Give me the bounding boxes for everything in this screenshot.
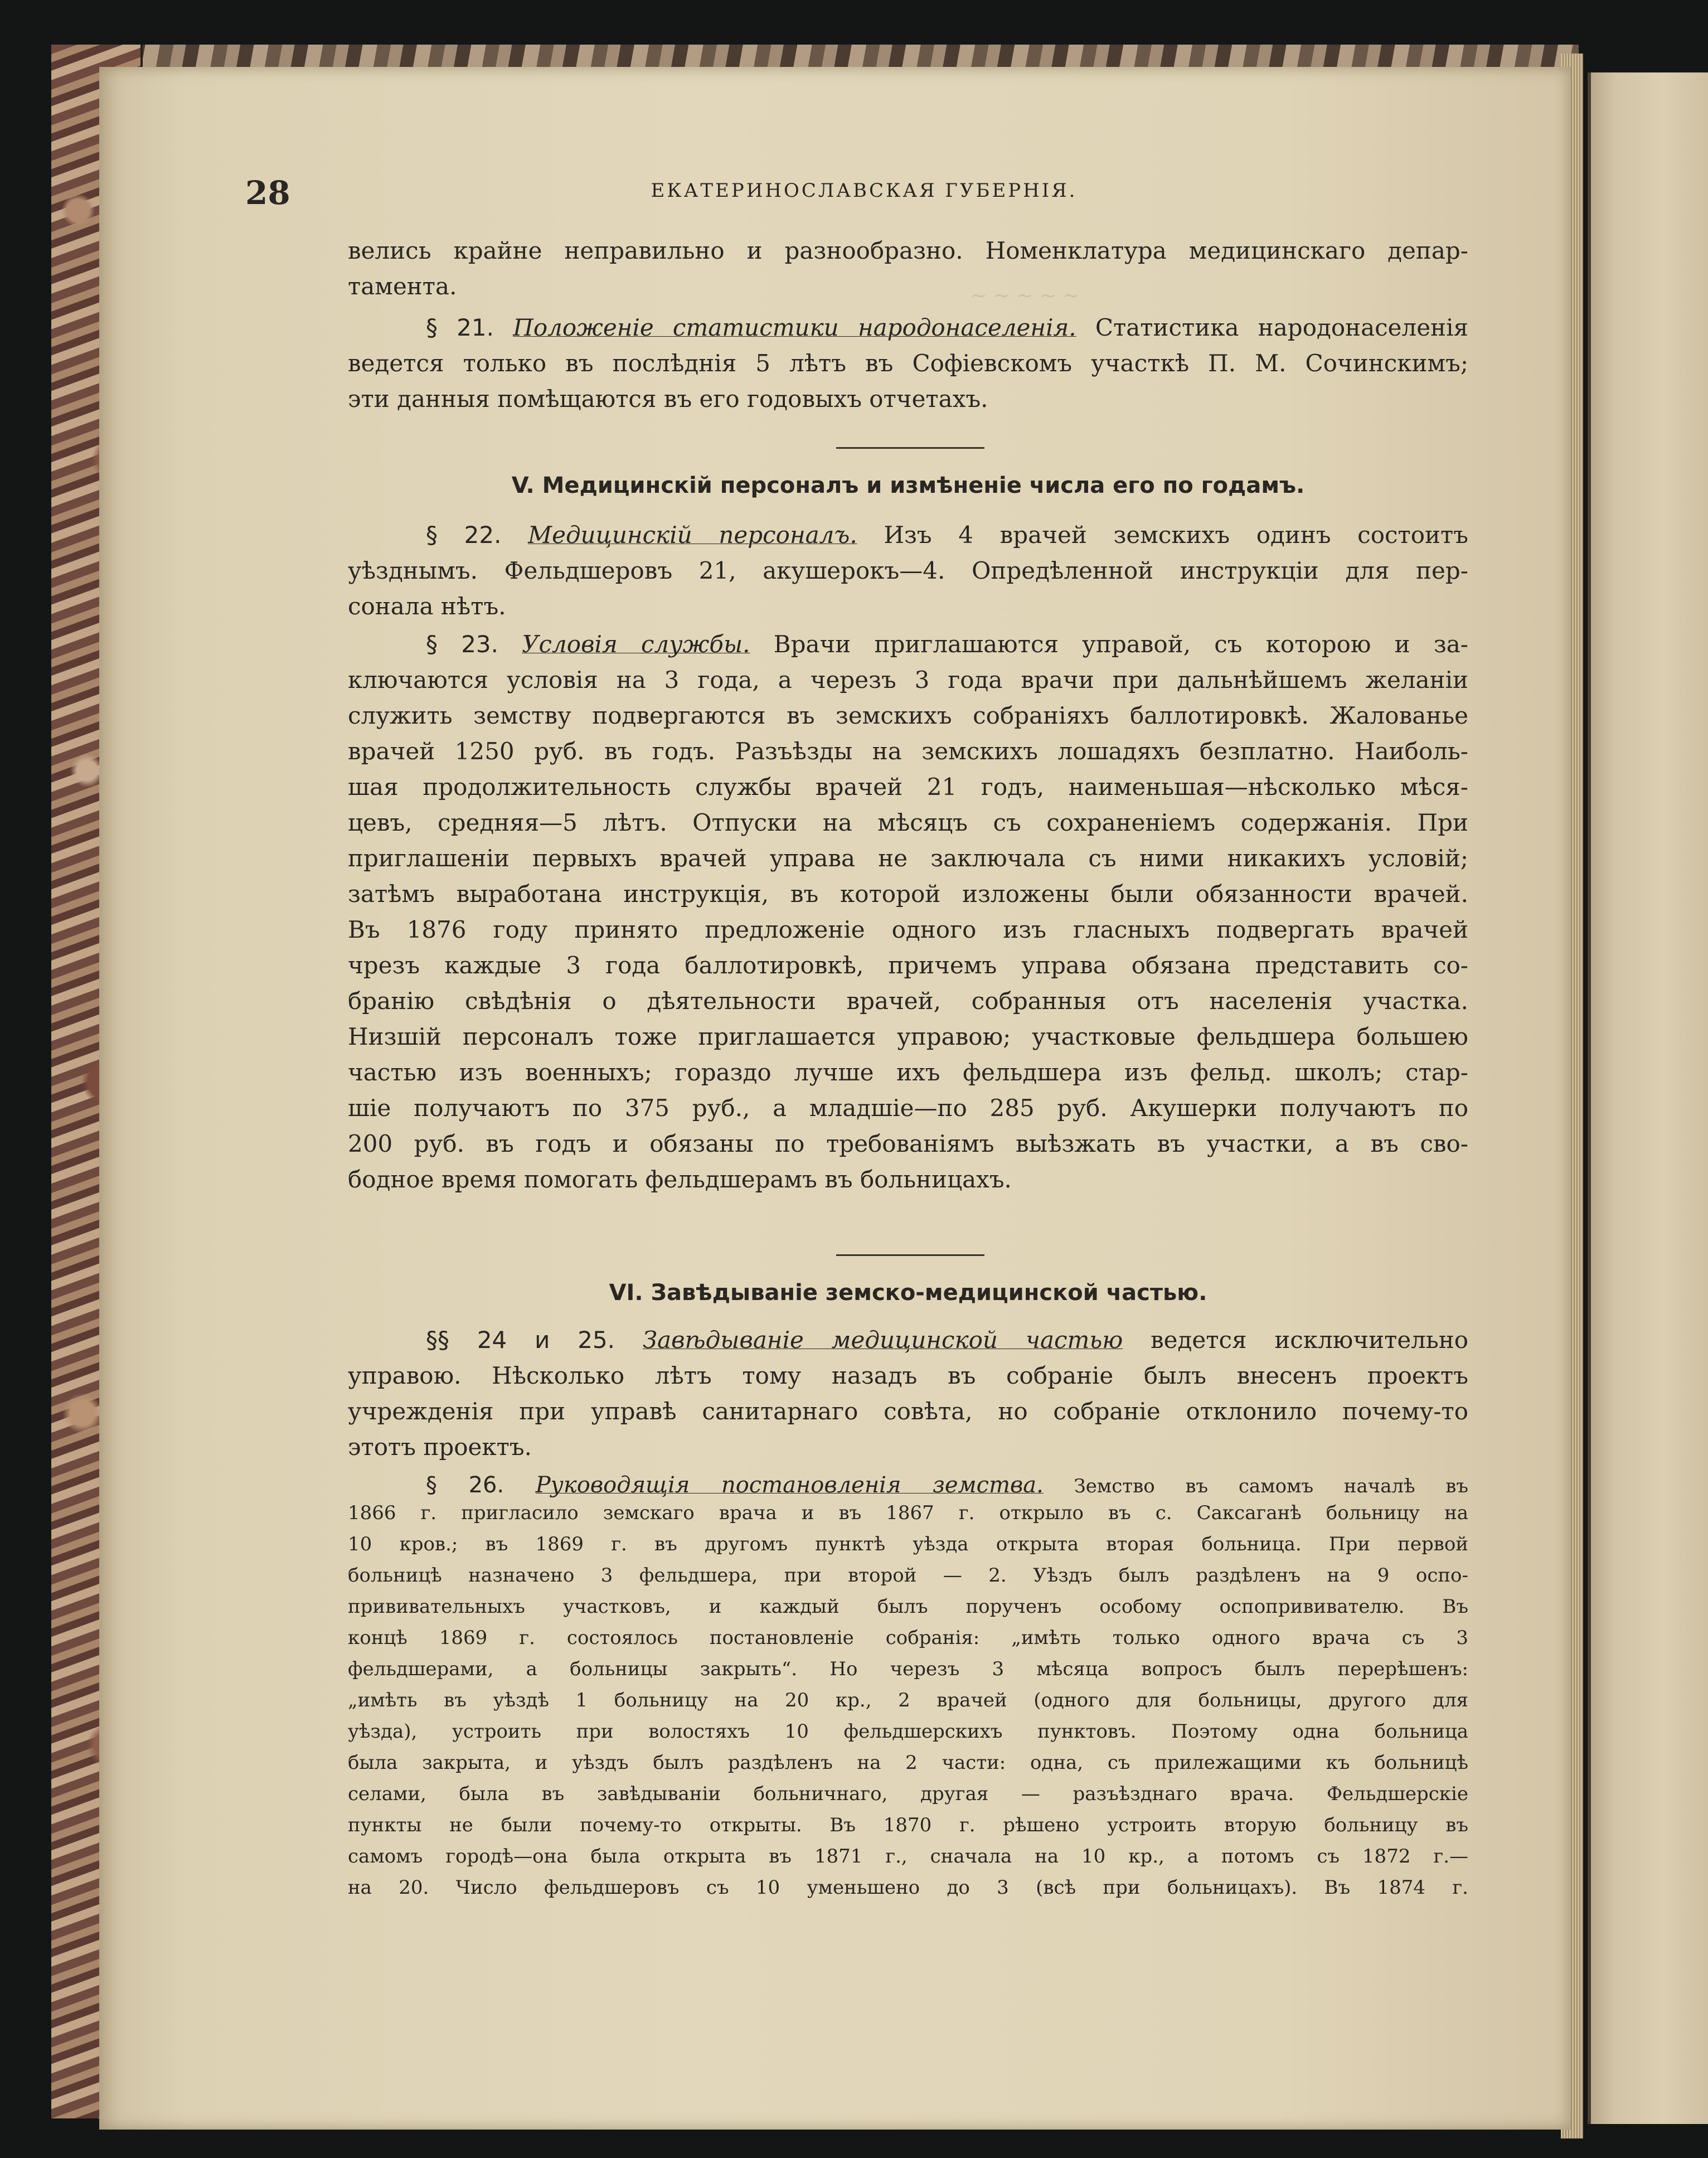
section-text: Статистика народонаселенія — [1076, 314, 1468, 341]
chapter-heading: VI. Завѣдываніе земско-медицинской частью. — [609, 1280, 1207, 1306]
section-title: Положеніе статистики народонаселенія. — [513, 314, 1076, 341]
show-through-text: ~ ~ ~ ~ ~ — [970, 284, 1080, 307]
text-line: 10 кров.; въ 1869 г. въ другомъ пунктѣ уѣзда открыта вторая больница. При первой — [348, 1533, 1468, 1555]
text-line: концѣ 1869 г. состоялось постановленіе собранія: „имѣть только одного врача съ 3 — [348, 1627, 1468, 1649]
text-line: прививательныхъ участковъ, и каждый былъ порученъ особому оспопрививателю. Въ — [348, 1596, 1468, 1618]
text-line: уѣзднымъ. Фельдшеровъ 21, акушерокъ—4. Опредѣленной инструкціи для пер- — [348, 557, 1468, 584]
text-line: управою. Нѣсколько лѣтъ тому назадъ въ собраніе былъ внесенъ проектъ — [348, 1362, 1468, 1389]
section-first-line — [426, 627, 1468, 662]
section-title: Руководящія постановленія земства. — [535, 1472, 1044, 1498]
text-line: на 20. Число фельдшеровъ съ 10 уменьшено до 3 (всѣ при больницахъ). Въ 1874 г. — [348, 1876, 1468, 1899]
text-line: затѣмъ выработана инструкція, въ которой изложены были обязанности врачей. — [348, 880, 1468, 908]
section-title: Медицинскій персоналъ. — [528, 521, 857, 549]
section-title: Завѣдываніе медицинской частью — [642, 1326, 1123, 1354]
text-line: сонала нѣтъ. — [348, 593, 506, 620]
text-line: бодное время помогать фельдшерамъ въ больницахъ. — [348, 1166, 1012, 1193]
section-rule — [836, 447, 984, 449]
section-number: § 21. — [426, 314, 494, 341]
section-number: §§ 24 и 25. — [426, 1326, 615, 1354]
text-line: самомъ городѣ—она была открыта въ 1871 г., сначала на 10 кр., а потомъ съ 1872 г.— — [348, 1845, 1468, 1868]
running-head — [245, 174, 1472, 212]
text-line: селами, была въ завѣдываніи больничнаго, другая — разъѣзднаго врача. Фельдшерскіе — [348, 1783, 1468, 1805]
text-line: фельдшерами, а больницы закрыть“. Но черезъ 3 мѣсяца вопросъ былъ перерѣшенъ: — [348, 1658, 1468, 1680]
text-line: пункты не были почему-то открыты. Въ 1870 г. рѣшено устроить вторую больницу въ — [348, 1814, 1468, 1836]
text-line: ведется только въ послѣднія 5 лѣтъ въ Софіевскомъ участкѣ П. М. Сочинскимъ; — [348, 350, 1468, 377]
section-first-line — [426, 1470, 1468, 1502]
section-first-line — [426, 310, 1468, 346]
text-line: Въ 1876 году принято предложеніе одного изъ гласныхъ подвергать врачей — [348, 916, 1468, 943]
section-text: Врачи приглашаются управой, съ которою и за- — [750, 631, 1468, 658]
section-rule — [836, 1254, 984, 1256]
text-line: частью изъ военныхъ; гораздо лучше ихъ фельдшера изъ фельд. школъ; стар- — [348, 1059, 1468, 1086]
text-line: шіе получаютъ по 375 руб., а младшіе—по 285 руб. Акушерки получаютъ по — [348, 1094, 1468, 1122]
section-number: § 22. — [426, 521, 502, 549]
section-number: § 23. — [426, 631, 498, 658]
text-line: шая продолжительность службы врачей 21 годъ, наименьшая—нѣсколько мѣся- — [348, 773, 1468, 801]
text-line: уѣзда), устроить при волостяхъ 10 фельдшерскихъ пунктовъ. Поэтому одна больница — [348, 1720, 1468, 1743]
section-first-line — [426, 517, 1468, 553]
text-line: Низшій персоналъ тоже приглашается управою; участковые фельдшера большею — [348, 1023, 1468, 1050]
facing-page-edge — [1588, 72, 1708, 2124]
page-number: 28 — [245, 174, 290, 212]
section-number: § 26. — [426, 1472, 504, 1498]
chapter-heading: V. Медицинскій персоналъ и измѣненіе числа его по годамъ. — [511, 473, 1305, 498]
text-line: 200 руб. въ годъ и обязаны по требованіямъ выѣзжать въ участки, а въ сво- — [348, 1130, 1468, 1157]
text-line: приглашеніи первыхъ врачей управа не заключала съ ними никакихъ условій; — [348, 845, 1468, 872]
section-title: Условія службы. — [522, 631, 750, 658]
text-line: велись крайне неправильно и разнообразно. Номенклатура медицинскаго депар- — [348, 237, 1468, 264]
text-line: была закрыта, и уѣздъ былъ раздѣленъ на 2 части: одна, съ прилежащими къ больницѣ — [348, 1752, 1468, 1774]
text-line: чрезъ каждые 3 года баллотировкѣ, причемъ управа обязана представить со- — [348, 952, 1468, 979]
text-line: служить земству подвергаются въ земскихъ собраніяхъ баллотировкѣ. Жалованье — [348, 702, 1468, 729]
section-text: Изъ 4 врачей земскихъ одинъ состоитъ — [857, 521, 1468, 549]
text-line: 1866 г. пригласило земскаго врача и въ 1867 г. открыло въ с. Саксаганѣ больницу на — [348, 1502, 1468, 1524]
text-line: эти данныя помѣщаются въ его годовыхъ отчетахъ. — [348, 385, 988, 413]
text-line: „имѣть въ уѣздѣ 1 больницу на 20 кр., 2 врачей (одного для больницы, другого для — [348, 1689, 1468, 1711]
text-line: ключаются условія на 3 года, а черезъ 3 года врачи при дальнѣйшемъ желаніи — [348, 666, 1468, 694]
section-text: Земство въ самомъ началѣ въ — [1043, 1475, 1469, 1497]
text-line: этотъ проектъ. — [348, 1433, 532, 1461]
text-line: учрежденія при управѣ санитарнаго совѣта, но собраніе отклонило почему-то — [348, 1398, 1468, 1425]
text-line: врачей 1250 руб. въ годъ. Разъѣзды на земскихъ лошадяхъ безплатно. Наиболь- — [348, 738, 1468, 765]
running-title: ЕКАТЕРИНОСЛАВСКАЯ ГУБЕРНІЯ. — [651, 180, 1078, 202]
section-first-line — [426, 1322, 1468, 1358]
text-line: бранію свѣдѣнія о дѣятельности врачей, собранныя отъ населенія участка. — [348, 987, 1468, 1015]
text-line: тамента. — [348, 273, 457, 300]
section-text: ведется исключительно — [1123, 1326, 1469, 1354]
text-line: больницѣ назначено 3 фельдшера, при второй — 2. Уѣздъ былъ раздѣленъ на 9 оспо- — [348, 1564, 1468, 1587]
text-line: цевъ, средняя—5 лѣтъ. Отпуски на мѣсяцъ съ сохраненіемъ содержанія. При — [348, 809, 1468, 836]
